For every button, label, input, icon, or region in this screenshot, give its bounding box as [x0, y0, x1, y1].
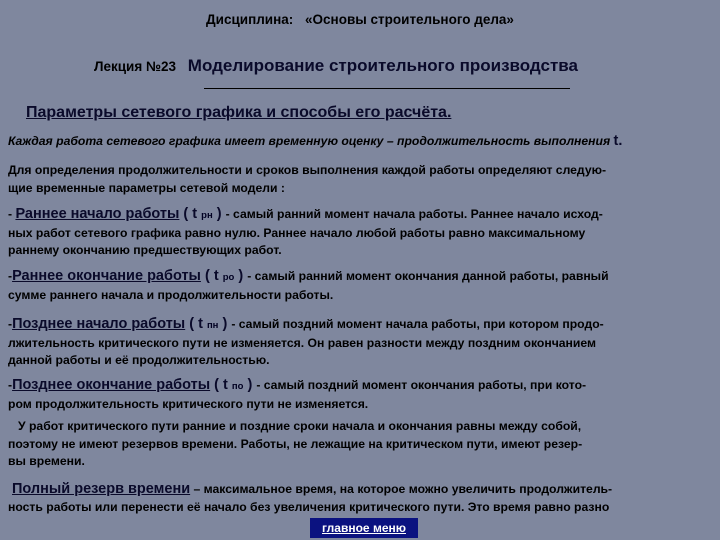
dash: -	[8, 378, 13, 392]
paragraph-duration	[8, 133, 712, 151]
paragraph-line: поэтому не имеют резервов времени. Работы, не лежащие на критическом пути, имеют резер-	[8, 436, 583, 451]
paragraph-line: Для определения продолжительности и сроков выполнения каждой работы определяют следую-	[8, 163, 607, 177]
t-symbol: ( t	[200, 268, 223, 284]
term-total-float: Полный резерв времени	[12, 481, 191, 497]
definition-text: - самый ранний момент окончания данной работы, равный	[247, 269, 609, 283]
paragraph-line	[8, 377, 712, 396]
paragraph-line: ром продолжительность критического пути не изменяется.	[8, 396, 369, 411]
paragraph-line	[8, 206, 712, 225]
paragraph-parameters-intro	[8, 162, 712, 197]
paragraph-line: лжительность критического пути не изменяется. Он равен разности между поздним окончанием	[8, 335, 597, 350]
dash: -	[8, 269, 13, 283]
definition-text: - самый поздний момент начала работы, при котором продо-	[231, 317, 604, 331]
paragraph-line: вы времени.	[8, 454, 85, 468]
paragraph-text: Каждая работа сетевого графика имеет временную оценку – продолжительность выполнения	[8, 134, 611, 148]
t-close: )	[218, 316, 232, 332]
paragraph-total-float	[8, 481, 712, 516]
main-menu-link[interactable]: главное меню	[310, 518, 418, 538]
term-late-start: Позднее начало работы	[12, 316, 186, 332]
term-early-start: Раннее начало работы	[15, 206, 180, 222]
t-symbol: ( t	[210, 377, 232, 393]
paragraph-line	[8, 481, 712, 499]
paragraph-early-start	[8, 206, 712, 260]
t-subscript: по	[231, 381, 244, 392]
lecture-header	[94, 56, 578, 76]
paragraph-early-finish	[8, 268, 712, 304]
paragraph-line: раннему окончанию предшествующих работ.	[8, 243, 282, 257]
t-subscript: рн	[201, 210, 213, 221]
discipline-header	[0, 12, 720, 27]
paragraph-line: ных работ сетевого графика равно нулю. Раннее начало любой работы равно максимальному	[8, 225, 586, 240]
header-divider	[204, 88, 570, 89]
paragraph-late-start	[8, 316, 712, 370]
t-subscript: ро	[222, 272, 235, 283]
paragraph-line	[8, 316, 712, 335]
t-symbol: ( t	[185, 316, 207, 332]
duration-symbol: t.	[613, 133, 623, 149]
paragraph-critical-path	[8, 418, 712, 471]
t-close: )	[243, 377, 257, 393]
paragraph-line	[8, 268, 712, 287]
paragraph-line: данной работы и её продолжительностью.	[8, 353, 270, 367]
t-symbol: ( t	[179, 206, 202, 222]
paragraph-line: сумме раннего начала и продолжительности работы.	[8, 287, 334, 302]
page-title: Параметры сетевого графика и способы его расчёта.	[26, 104, 452, 121]
definition-text: - самый поздний момент окончания работы, при кото-	[256, 378, 587, 392]
paragraph-line: ность работы или перенести её начало без увеличения критического пути. Это время равно разно	[8, 499, 610, 514]
t-close: )	[212, 206, 226, 222]
dash: -	[8, 317, 13, 331]
discipline-name: «Основы строительного дела»	[305, 12, 514, 27]
definition-text: – максимальное время, на которое можно увеличить продолжитель-	[190, 482, 613, 496]
paragraph-late-finish	[8, 377, 712, 413]
lecture-label: Лекция №23	[94, 59, 177, 74]
lecture-title: Моделирование строительного производства	[187, 56, 578, 75]
paragraph-line: щие временные параметры сетевой модели :	[8, 180, 285, 195]
dash: -	[8, 207, 16, 221]
definition-text: - самый ранний момент начала работы. Раннее начало исход-	[225, 207, 603, 221]
term-late-finish: Позднее окончание работы	[12, 377, 211, 393]
t-subscript: пн	[206, 320, 219, 331]
term-early-finish: Раннее окончание работы	[12, 268, 201, 284]
discipline-label: Дисциплина:	[206, 12, 294, 27]
paragraph-line: У работ критического пути ранние и поздние сроки начала и окончания равны между собой,	[18, 419, 582, 433]
t-close: )	[234, 268, 248, 284]
